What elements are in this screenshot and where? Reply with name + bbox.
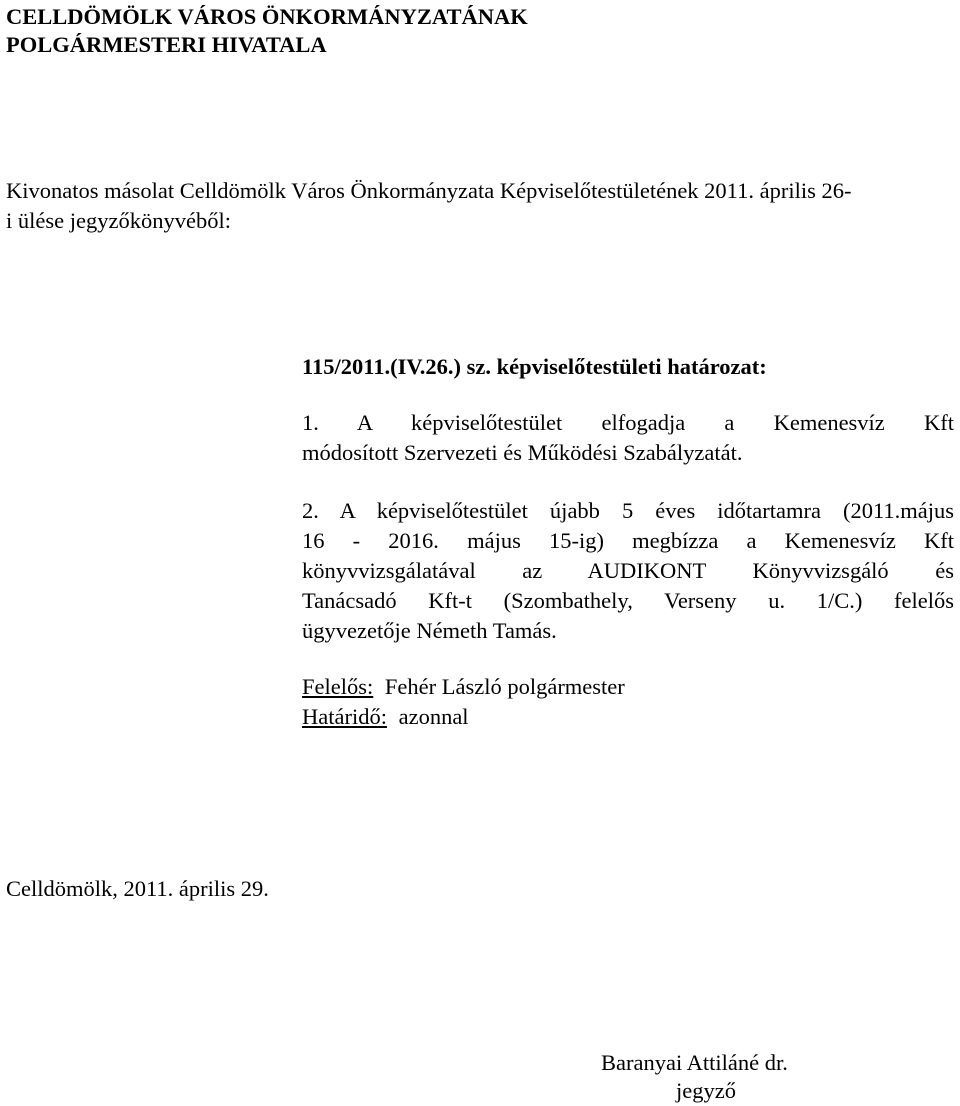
item2-line2: 16 - 2016. május 15-ig) megbízza a Kemenesvíz Kft: [302, 528, 954, 553]
item1-line1: 1. A képviselőtestület elfogadja a Kemenesvíz Kft: [302, 410, 954, 435]
signatory-name: Baranyai Attiláné dr.: [601, 1050, 788, 1075]
item2-line3: könyvvizsgálatával az AUDIKONT Könyvvizsgáló és: [302, 558, 954, 583]
resolution-title: 115/2011.(IV.26.) sz. képviselőtestületi határozat:: [302, 354, 767, 379]
responsible-row: [302, 672, 625, 702]
item2-line4: Tanácsadó Kft-t (Szombathely, Verseny u. 1/C.) felelős: [302, 588, 954, 613]
responsible-value: Fehér László polgármester: [384, 674, 625, 699]
office-name-line1: CELLDÖMÖLK VÁROS ÖNKORMÁNYZATÁNAK: [6, 4, 528, 29]
deadline-value: azonnal: [398, 704, 469, 729]
responsible-label: Felelős:: [302, 674, 374, 699]
office-name-line2: POLGÁRMESTERI HIVATALA: [6, 32, 327, 57]
intro-line2: i ülése jegyzőkönyvéből:: [6, 208, 231, 233]
deadline-row: [302, 702, 469, 732]
item1-line2: módosított Szervezeti és Működési Szabályzatát.: [302, 440, 743, 465]
deadline-label: Határidő:: [302, 704, 387, 729]
item2-line1: 2. A képviselőtestület újabb 5 éves időtartamra (2011.május: [302, 498, 954, 523]
intro-line1: Kivonatos másolat Celldömölk Város Önkormányzata Képviselőtestületének 2011. április 26-: [6, 178, 852, 203]
signatory-title: jegyző: [676, 1078, 736, 1103]
item2-line5: ügyvezetője Németh Tamás.: [302, 618, 557, 643]
place-date: Celldömölk, 2011. április 29.: [6, 876, 269, 901]
